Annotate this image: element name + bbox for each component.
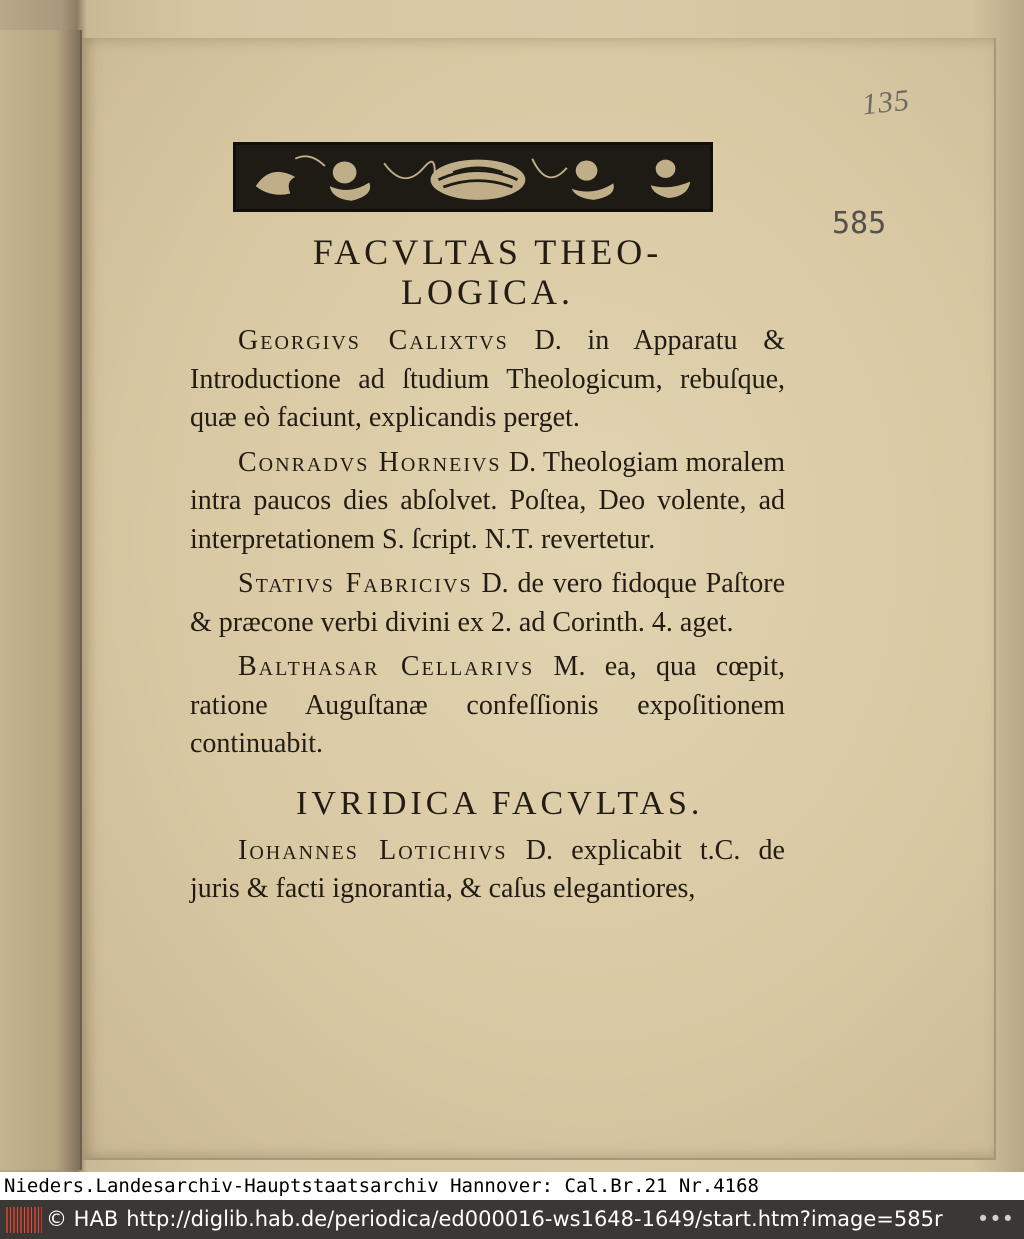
paragraph-cellarius: Balthasar Cellarivs M. ea, qua cœpit, ratione Auguſtanæ confeſſionis expoſitionem continuabit.	[190, 651, 785, 759]
professor-name: Balthasar Cellarivs	[238, 651, 535, 682]
paragraph-horneius: Conradvs Horneivs D. Theologiam moralem intra paucos dies abſolvet. Poſtea, Deo volente, ad interpretationem S. ſcript. N.T. revertetur.	[190, 446, 786, 555]
permalink-bar	[0, 1200, 1024, 1239]
woodcut-headpiece-icon	[233, 142, 713, 212]
hab-barcode-logo-icon	[6, 1207, 42, 1233]
section-heading-theologica: FACVLTAS THEO- LOGICA.	[312, 232, 663, 312]
stamped-page-number: 585	[832, 206, 887, 241]
professor-name: Iohannes Lotichivs	[238, 834, 508, 866]
more-icon[interactable]: •••	[976, 1207, 1014, 1231]
professor-name: Georgivs Calixtvs	[238, 325, 509, 356]
section-heading-iuridica: IVRIDICA FACVLTAS.	[296, 784, 704, 822]
handwritten-folio-number: 135	[860, 83, 912, 122]
copyright-label: © HAB	[46, 1207, 119, 1231]
left-facing-leaf	[0, 30, 82, 1170]
printed-text-block	[190, 232, 785, 915]
paragraph-fabricius: Stativs Fabricivs D. de vero fidoque Paſtore & præcone verbi divini ex 2. ad Corinth. 4. aget.	[190, 568, 785, 638]
permalink-url[interactable]: http://diglib.hab.de/periodica/ed000016-ws1648-1649/start.htm?image=585r	[126, 1207, 943, 1231]
paragraph-calixtus: Georgivs Calixtvs D. in Apparatu & Introductione ad ſtudium Theologicum, rebuſque, quæ eò faciunt, explicandis perget.	[190, 325, 785, 433]
professor-name: Conradvs Horneivs	[238, 446, 502, 478]
archive-signature-bar: Nieders.Landesarchiv-Hauptstaatsarchiv Hannover: Cal.Br.21 Nr.4168	[0, 1172, 1024, 1200]
professor-name: Stativs Fabricivs	[238, 568, 473, 599]
paragraph-lotichius: Iohannes Lotichivs D. explicabit t.C. de juris & facti ignorantia, & caſus elegantiores,	[190, 834, 785, 904]
